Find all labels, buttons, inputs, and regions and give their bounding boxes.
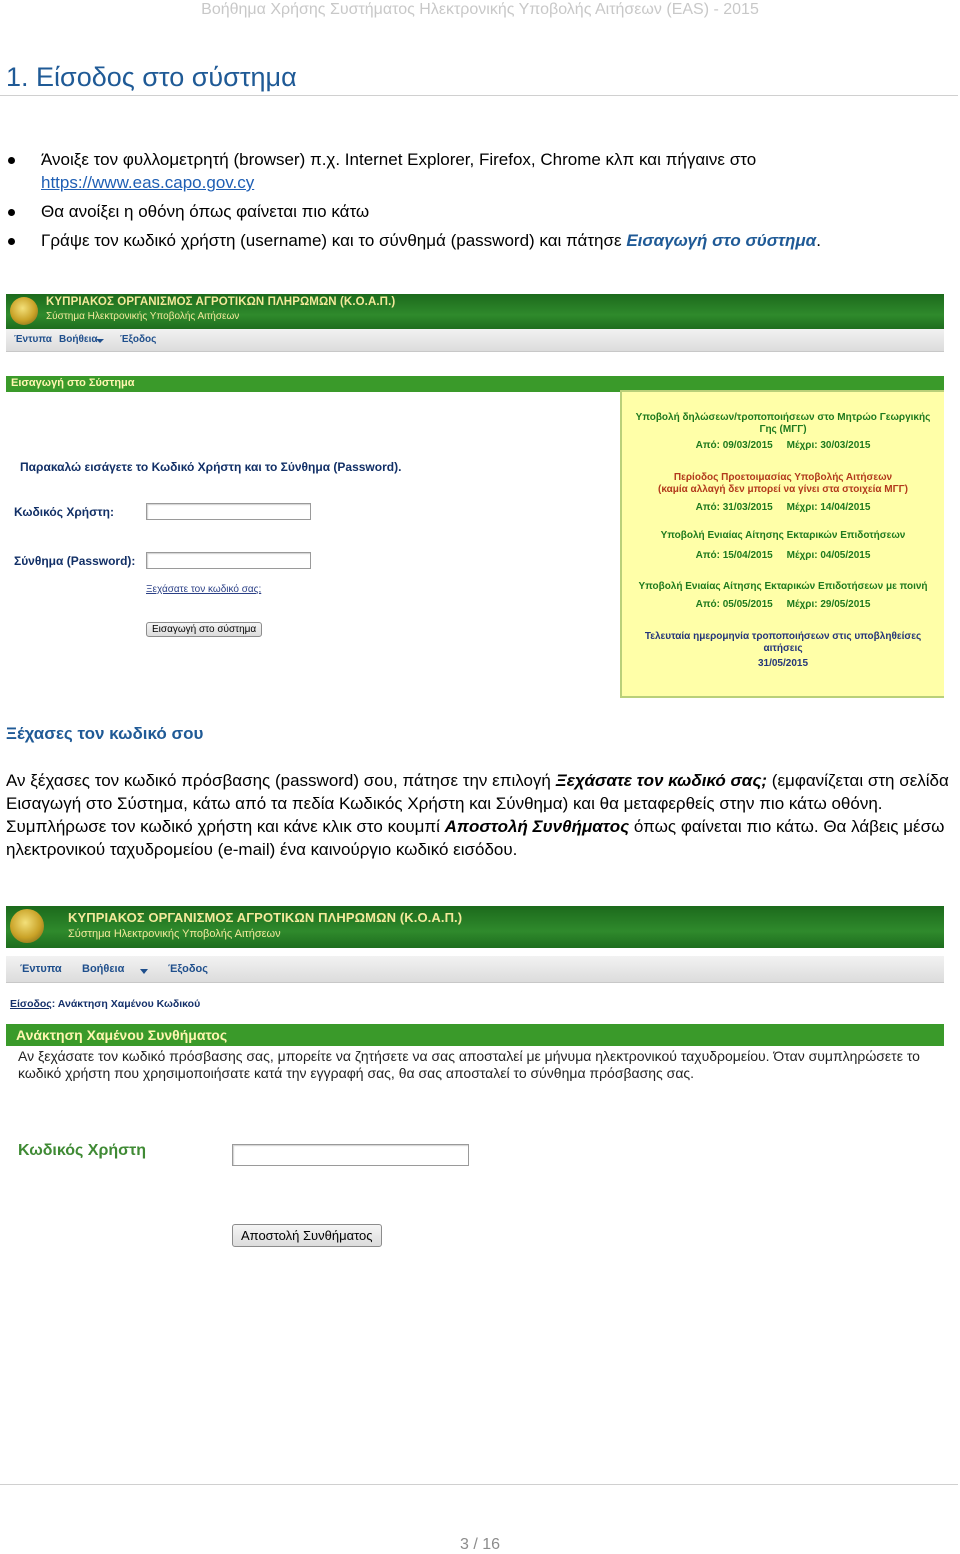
bullet-icon (8, 238, 15, 245)
breadcrumb (10, 998, 200, 1010)
page-number: 3 / 16 (459, 1536, 501, 1553)
org-title: ΚΥΠΡΙΑΚΟΣ ΟΡΓΑΝΙΣΜΟΣ ΑΓΡΟΤΙΚΩΝ ΠΛΗΡΩΜΩΝ (Κ.Ο.Α.Π.) (68, 910, 463, 925)
username-input[interactable] (232, 1144, 469, 1166)
list-item (6, 229, 906, 252)
login-prompt: Παρακαλώ εισάγετε το Κωδικό Χρήστη και το Σύνθημα (Password). (20, 460, 402, 474)
period-penalty-title: Υποβολή Ενιαίας Αίτησης Εκταρικών Επιδοτήσεων με ποινή (638, 581, 928, 592)
emphasis-send: Αποστολή Συνθήματος (444, 817, 630, 836)
password-input[interactable] (146, 552, 311, 569)
username-label: Κωδικός Χρήστη (18, 1142, 146, 1159)
instruction-list (6, 148, 906, 258)
section-bar-label: Ανάκτηση Χαμένου Συνθήματος (16, 1027, 228, 1043)
bullet-text: Γράψε τον κωδικό χρήστη (username) και το σύνθημά (password) και πάτησε (41, 231, 622, 250)
breadcrumb-current: : Ανάκτηση Χαμένου Κωδικού (51, 998, 201, 1010)
username-input[interactable] (146, 503, 311, 520)
bullet-text: Θα ανοίξει η οθόνη όπως φαίνεται πιο κάτω (41, 202, 370, 221)
menu-bar (6, 956, 944, 983)
section-bar (6, 1024, 944, 1046)
period-prep-dates: Από: 31/03/2015 Μέχρι: 14/04/2015 (695, 502, 871, 513)
bullet-text: Άνοιξε τον φυλλομετρητή (browser) π.χ. Internet Explorer, Firefox, Chrome κλπ και πήγαινε στο (41, 150, 757, 169)
section-title: 1. Είσοδος στο σύστημα (6, 62, 297, 92)
menu-help[interactable]: Βοήθεια (59, 334, 98, 345)
coat-of-arms-icon (10, 297, 38, 325)
login-button[interactable]: Εισαγωγή στο σύστημα (146, 622, 262, 637)
deadlines-panel (620, 390, 944, 698)
section-divider (0, 95, 958, 96)
recovery-screenshot (6, 906, 944, 1262)
period-penalty-dates: Από: 05/05/2015 Μέχρι: 29/05/2015 (695, 599, 871, 610)
document-header: Βοήθημα Χρήσης Συστήματος Ηλεκτρονικής Υποβολής Αιτήσεων (EAS) - 2015 (201, 1, 759, 18)
bullet-end: . (816, 231, 821, 250)
breadcrumb-home-link[interactable]: Είσοδος (10, 998, 52, 1010)
list-item (6, 148, 906, 194)
emphasis-forgot: Ξεχάσατε τον κωδικό σας; (555, 771, 768, 790)
period-mgg-dates: Από: 09/03/2015 Μέχρι: 30/03/2015 (695, 440, 871, 451)
menu-forms[interactable]: Έντυπα (20, 963, 62, 975)
app-banner (6, 294, 944, 329)
bullet-icon (8, 209, 15, 216)
menu-exit[interactable]: Έξοδος (168, 963, 208, 975)
period-submission-title: Υποβολή Ενιαίας Αίτησης Εκταρικών Επιδοτήσεων (660, 530, 906, 541)
menu-forms[interactable]: Έντυπα (14, 334, 52, 345)
eas-link[interactable]: https://www.eas.capo.gov.cy (41, 173, 255, 192)
period-prep-title: Περίοδος Προετοιμασίας Υποβολής Αιτήσεων (καμία αλλαγή δεν μπορεί να γίνει στα στοιχεία ΜΓΓ) (658, 472, 908, 495)
coat-of-arms-icon (10, 909, 44, 943)
last-amendment-title: Τελευταία ημερομηνία τροποποιήσεων στις υποβληθείσες αιτήσεις (644, 631, 922, 654)
send-password-button[interactable]: Αποστολή Συνθήματος (232, 1224, 382, 1247)
last-amendment-date: 31/05/2015 (757, 658, 809, 669)
recovery-instructions: Αν ξεχάσατε τον κωδικό πρόσβασης σας, μπορείτε να ζητήσετε να σας αποσταλεί με μήνυμα ηλεκτρονικού ταχυδρομείου. Όταν συμπληρώσετε το κωδικό χρήστη που χρησιμοποιήσατε κατά την εγγραφή σας, θα σας αποσταλεί το σύνθημα πρόσβασης σας. (18, 1048, 920, 1081)
section-bar-label: Εισαγωγή στο Σύστημα (11, 377, 135, 389)
forgot-password-paragraph: Αν ξέχασες τον κωδικό πρόσβασης (password) σου, πάτησε την επιλογή Ξεχάσατε τον κωδικό σας; (εμφανίζεται στη σελίδα Εισαγωγή στο Σύστημα, κάτω από τα πεδία Κωδικός Χρήστη και Σύνθημα) και θα μεταφερθείς στην πιο κάτω οθόνη. Συμπλήρωσε τον κωδικό χρήστη και κάνε κλικ στο κουμπί Αποστολή Συνθήματος όπως φαίνεται πιο κάτω. Θα λάβεις μέσω ηλεκτρονικού ταχυδρομείου (e-mail) ένα καινούργιο κωδικό εισόδου. (6, 771, 949, 859)
bullet-icon (8, 157, 15, 164)
org-subtitle: Σύστημα Ηλεκτρονικής Υποβολής Αιτήσεων (68, 928, 281, 940)
forgot-password-link[interactable]: Ξεχάσατε τον κωδικό σας; (146, 584, 262, 595)
chevron-down-icon (140, 969, 148, 974)
footer-divider (0, 1484, 958, 1485)
menu-exit[interactable]: Έξοδος (120, 334, 157, 345)
list-item (6, 200, 906, 223)
emphasis-login: Εισαγωγή στο σύστημα (626, 231, 817, 250)
menu-bar (6, 329, 944, 352)
login-screenshot (6, 294, 944, 698)
org-title: ΚΥΠΡΙΑΚΟΣ ΟΡΓΑΝΙΣΜΟΣ ΑΓΡΟΤΙΚΩΝ ΠΛΗΡΩΜΩΝ (Κ.Ο.Α.Π.) (46, 296, 396, 308)
forgot-password-heading: Ξέχασες τον κωδικό σου (6, 724, 204, 743)
password-label: Σύνθημα (Password): (14, 554, 136, 568)
org-subtitle: Σύστημα Ηλεκτρονικής Υποβολής Αιτήσεων (46, 311, 240, 322)
menu-help[interactable]: Βοήθεια (82, 963, 125, 975)
chevron-down-icon (96, 339, 104, 343)
period-submission-dates: Από: 15/04/2015 Μέχρι: 04/05/2015 (695, 550, 871, 561)
username-label: Κωδικός Χρήστη: (14, 505, 114, 519)
app-banner (6, 906, 944, 948)
period-mgg-title: Υποβολή δηλώσεων/τροποποιήσεων στο Μητρώο Γεωργικής Γης (ΜΓΓ) (635, 412, 931, 435)
